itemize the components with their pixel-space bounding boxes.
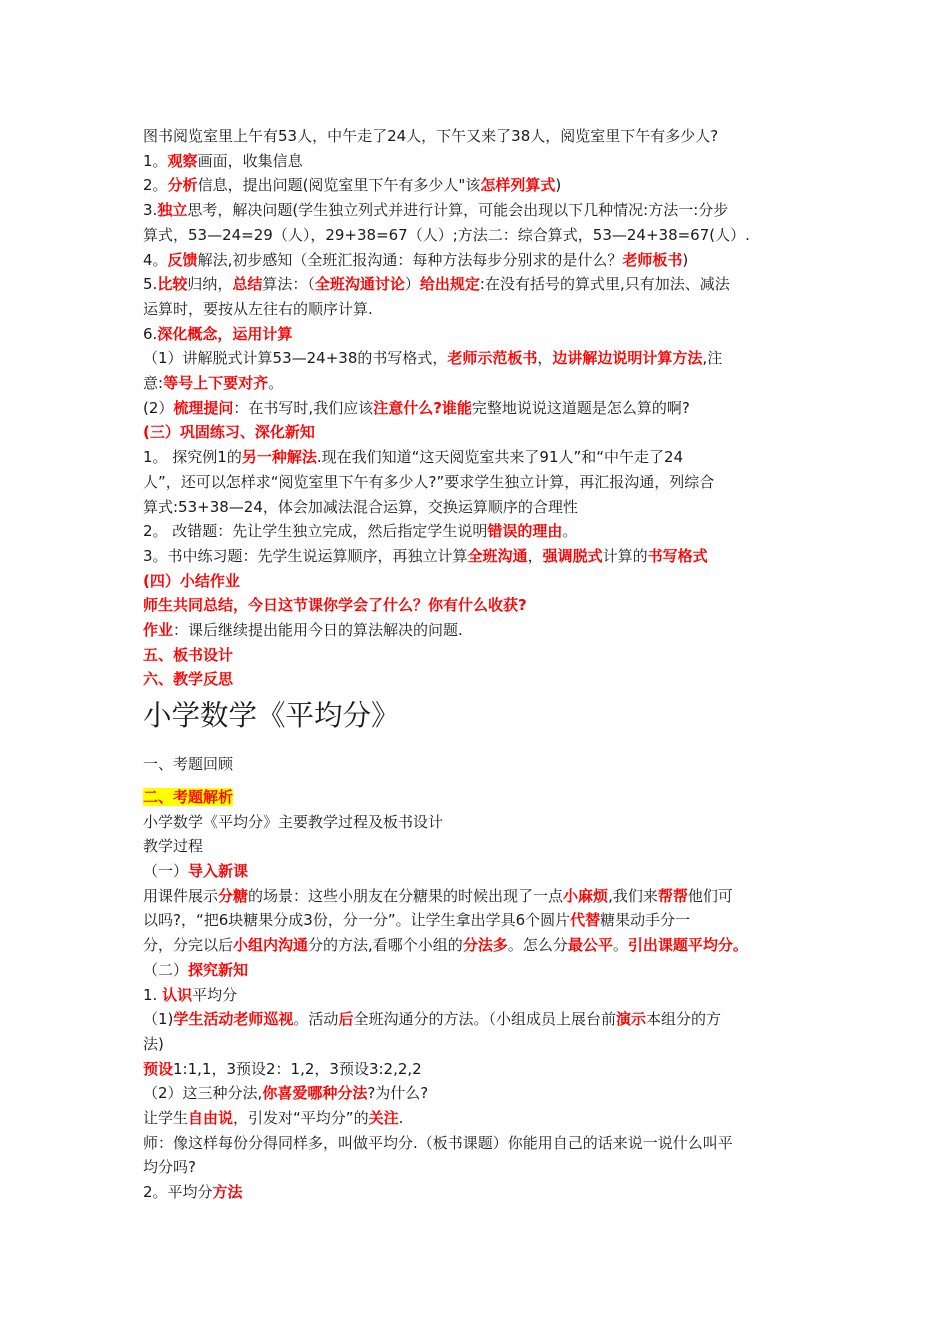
text-line (143, 810, 815, 835)
body-text: （1）讲解脱式计算53—24+38的书写格式， (143, 349, 448, 368)
text-line (143, 785, 815, 810)
text-line (143, 223, 815, 248)
emphasis-text: 反馈 (167, 250, 198, 269)
text-line (143, 1007, 815, 1032)
body-text: 他们可 (687, 886, 733, 905)
body-text: 5. (143, 275, 158, 294)
emphasis-text: 全班沟通讨论 (314, 275, 405, 294)
body-text: (2） (143, 398, 174, 417)
text-line (143, 445, 815, 470)
text-line (143, 544, 815, 569)
emphasis-text: 注意什么?谁能 (373, 398, 472, 417)
emphasis-text: 导入新课 (188, 861, 249, 880)
text-line (143, 1081, 815, 1106)
body-text: 。 (562, 522, 578, 541)
body-text: 以吗?，“把6块糖果分成3份，分一分”。让学生拿出学具6个圆片 (143, 911, 571, 930)
body-text: 思考，解决问题(学生独立列式并进行计算，可能会出现以下几种情况:方法一:分步 (187, 201, 729, 220)
body-text: 算式，53—24=29（人），29+38=67（人）;方法二：综合算式，53—24+38=67(人）. (143, 225, 750, 244)
emphasis-text: 怎样列算式 (480, 176, 556, 195)
body-text: 小学数学《平均分》 (143, 699, 400, 733)
text-line (143, 470, 815, 495)
emphasis-text: 师生共同总结，今日这节课你学会了什么？你有什么收获? (143, 596, 527, 615)
emphasis-text: 作业 (143, 621, 174, 640)
text-line (143, 124, 815, 149)
body-text: ) (682, 250, 689, 269)
body-text: 均分吗? (143, 1158, 196, 1177)
emphasis-text: 认识 (162, 985, 193, 1004)
text-line (143, 958, 815, 983)
body-text: 3。书中练习题：先学生说运算顺序，再独立计算 (143, 546, 468, 565)
text-line (143, 983, 815, 1008)
emphasis-text: 小组内沟通 (233, 936, 309, 955)
body-text: 1。 (143, 151, 168, 170)
body-text: （二） (143, 960, 189, 979)
body-text: 4。 (143, 250, 168, 269)
text-line (143, 198, 815, 223)
body-text: 用课件展示 (143, 886, 219, 905)
body-text: 一、考题回顾 (143, 755, 234, 774)
text-line (143, 618, 815, 643)
text-line (143, 908, 815, 933)
emphasis-text: 二、考题解析 (143, 787, 234, 806)
body-text: ?为什么? (367, 1084, 429, 1103)
body-text: ， (527, 546, 543, 565)
body-text: 解法,初步感知（全班汇报沟通：每种方法每步分别求的是什么？ (197, 250, 623, 269)
emphasis-text: 帮帮 (657, 886, 688, 905)
body-text: ） (404, 275, 420, 294)
emphasis-text: 分法多 (462, 936, 508, 955)
emphasis-text: 你喜爱哪种分法 (262, 1084, 368, 1103)
body-text: （一） (143, 861, 189, 880)
emphasis-text: 书写格式 (647, 546, 708, 565)
text-line (143, 346, 815, 371)
body-text: 运算时，要按从左往右的顺序计算. (143, 299, 373, 318)
body-text: 1:1,1，3预设2：1,2，3预设3:2,2,2 (173, 1059, 422, 1078)
body-text: :在没有括号的算式里,只有加法、减法 (479, 275, 730, 294)
text-line (143, 248, 815, 273)
body-text: ) (555, 176, 562, 195)
body-text: 让学生 (143, 1109, 189, 1128)
body-text: 全班沟通分的方法。（小组成员上展台前 (353, 1010, 616, 1029)
text-line (143, 173, 815, 198)
text-line (143, 1106, 815, 1131)
text-line (143, 322, 815, 347)
body-text: 1。 探究例1的 (143, 448, 242, 467)
body-text: ， (537, 349, 553, 368)
body-text: 2。 (143, 176, 168, 195)
body-text: 计算的 (602, 546, 648, 565)
text-line (143, 859, 815, 884)
emphasis-text: 老师板书 (622, 250, 683, 269)
body-text: 分，分完以后 (143, 936, 234, 955)
emphasis-text: 等号上下要对齐 (163, 374, 269, 393)
body-text: ：在书写时,我们应该 (233, 398, 374, 417)
body-text: 完整地说说这道题是怎么算的啊? (471, 398, 690, 417)
emphasis-text: 边讲解边说明计算方法 (552, 349, 703, 368)
text-line (143, 371, 815, 396)
emphasis-text: 最公平 (567, 936, 613, 955)
emphasis-text: 预设 (143, 1059, 174, 1078)
emphasis-text: 方法 (212, 1183, 243, 1202)
document-body (143, 124, 815, 1205)
body-text: 意: (143, 374, 164, 393)
text-line (143, 420, 815, 445)
text-line (143, 593, 815, 618)
text-line (143, 495, 815, 520)
text-line (143, 1057, 815, 1082)
body-text: 画面，收集信息 (197, 151, 303, 170)
body-text: 。 (612, 936, 628, 955)
emphasis-text: 关注 (368, 1109, 399, 1128)
body-text: . (398, 1109, 404, 1128)
body-text: 平均分 (192, 985, 238, 1004)
body-text: 图书阅览室里上午有53人，中午走了24人，下午又来了38人，阅览室里下午有多少人? (143, 127, 719, 145)
emphasis-text: (四）小结作业 (143, 571, 240, 590)
text-line (143, 1180, 815, 1205)
body-text: 归纳， (187, 275, 233, 294)
text-line (143, 297, 815, 322)
body-text: 算法：（ (262, 275, 315, 294)
body-text: ：课后继续提出能用今日的算法解决的问题. (173, 621, 463, 640)
text-line (143, 834, 815, 859)
emphasis-text: 演示 (615, 1010, 646, 1029)
emphasis-text: (三）巩固练习、深化新知 (143, 423, 315, 442)
emphasis-text: 代替 (570, 911, 601, 930)
text-line (143, 667, 815, 692)
emphasis-text: 六、教学反思 (143, 670, 234, 689)
emphasis-text: 全班沟通 (467, 546, 528, 565)
body-text: 本组分的方 (645, 1010, 721, 1029)
text-line (143, 1131, 815, 1156)
body-text: ，引发对“平均分”的 (233, 1109, 369, 1128)
emphasis-text: 。 (732, 936, 748, 955)
body-text: 法) (143, 1034, 164, 1053)
text-line (143, 884, 815, 909)
text-line (143, 396, 815, 421)
text-line (143, 643, 815, 668)
body-text: 6. (143, 324, 158, 343)
text-line (143, 1155, 815, 1180)
emphasis-text: 总结 (232, 275, 263, 294)
body-text: 3. (143, 201, 158, 220)
body-text: 信息，提出问题(阅览室里下午有多少人"该 (197, 176, 481, 195)
emphasis-text: 小麻烦 (563, 886, 609, 905)
body-text: ,注 (702, 349, 723, 368)
emphasis-text: 探究新知 (188, 960, 249, 979)
emphasis-text: 梳理提问 (173, 398, 234, 417)
body-text: 。 (268, 374, 284, 393)
text-line (143, 272, 815, 297)
emphasis-text: 另一种解法 (241, 448, 317, 467)
emphasis-text: 独立 (157, 201, 188, 220)
text-line (143, 519, 815, 544)
body-text: （1) (143, 1010, 174, 1029)
body-text: 糖果动手分一 (600, 911, 691, 930)
emphasis-text: 后 (338, 1010, 354, 1029)
body-text: 1. (143, 985, 163, 1004)
text-line (143, 933, 815, 958)
text-line (143, 149, 815, 174)
emphasis-text: 引出课题平均分 (627, 936, 733, 955)
text-line (143, 752, 815, 777)
emphasis-text: 观察 (167, 151, 198, 170)
body-text: 的场景：这些小朋友在分糖果的时候出现了一点 (248, 886, 564, 905)
body-text: 师：像这样每份分得同样多，叫做平均分.（板书课题）你能用自己的话来说一说什么叫平 (143, 1133, 733, 1152)
body-text: 。怎么分 (507, 936, 568, 955)
emphasis-text: 学生活动老师巡视 (173, 1010, 294, 1029)
emphasis-text: 比较 (157, 275, 188, 294)
body-text: 。活动 (293, 1010, 339, 1029)
body-text: .现在我们知道“这天阅览室共来了91人”和“中午走了24 (316, 448, 684, 467)
emphasis-text: 自由说 (188, 1109, 234, 1128)
emphasis-text: 强调脱式 (542, 546, 603, 565)
body-text: 人”，还可以怎样求“阅览室里下午有多少人?”要求学生独立计算，再汇报沟通，列综合 (143, 472, 715, 491)
emphasis-text: 五、板书设计 (143, 645, 234, 664)
section-title (143, 698, 815, 734)
emphasis-text: 分析 (167, 176, 198, 195)
body-text: 2。平均分 (143, 1183, 213, 1202)
body-text: 教学过程 (143, 837, 204, 856)
text-line (143, 569, 815, 594)
body-text: （2）这三种分法, (143, 1084, 263, 1103)
body-text: 分的方法,看哪个小组的 (308, 936, 463, 955)
body-text: 算式:53+38—24，体会加减法混合运算，交换运算顺序的合理性 (143, 497, 578, 516)
emphasis-text: 给出规定 (419, 275, 480, 294)
text-line (143, 1032, 815, 1057)
emphasis-text: 老师示范板书 (447, 349, 538, 368)
emphasis-text: 深化概念，运用计算 (157, 324, 293, 343)
emphasis-text: 错误的理由 (487, 522, 563, 541)
body-text: 小学数学《平均分》主要教学过程及板书设计 (143, 812, 444, 831)
emphasis-text: 分糖 (218, 886, 249, 905)
body-text: 2。 改错题：先让学生独立完成，然后指定学生说明 (143, 522, 488, 541)
body-text: ,我们来 (608, 886, 658, 905)
